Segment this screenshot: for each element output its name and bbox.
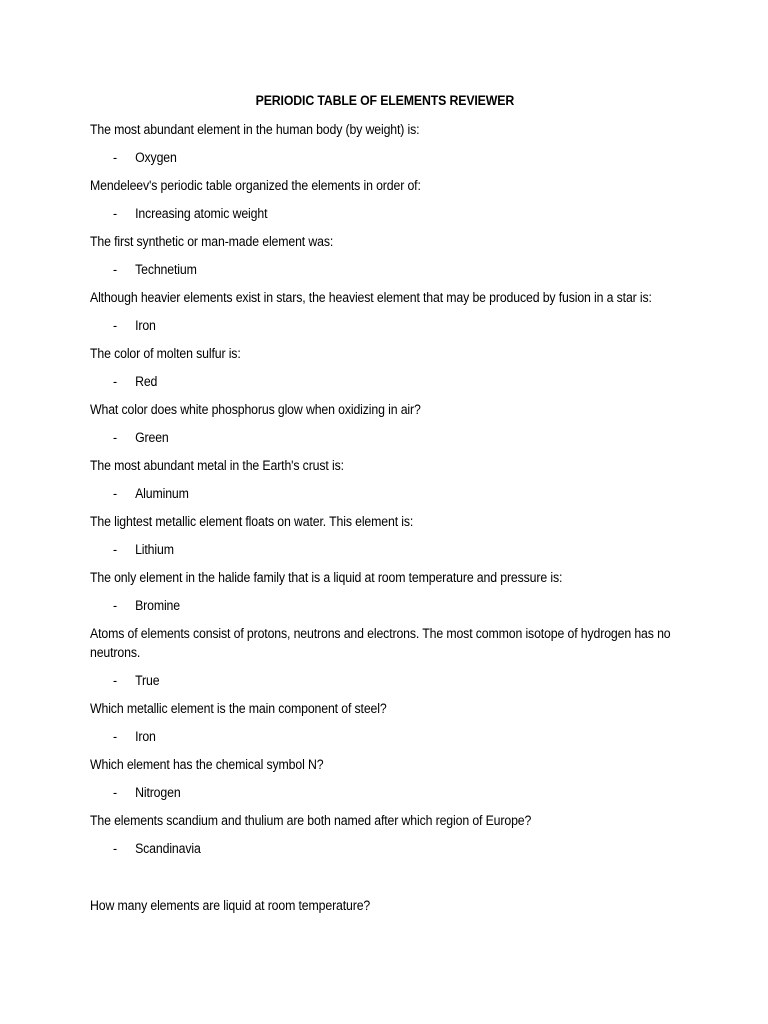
answer-13 — [90, 839, 680, 858]
answer-9 — [90, 596, 680, 615]
question-2: Mendeleev's periodic table organized the elements in order of: — [90, 178, 421, 193]
question-12: Which element has the chemical symbol N? — [90, 757, 324, 772]
answer-10 — [90, 671, 680, 690]
answer-bullet: - — [113, 206, 117, 221]
question-5: The color of molten sulfur is: — [90, 346, 241, 361]
answer-bullet: - — [113, 374, 117, 389]
question-9: The only element in the halide family that is a liquid at room temperature and pressure is: — [90, 570, 563, 585]
answer-text: Red — [135, 374, 158, 389]
answer-text: Oxygen — [135, 150, 177, 165]
answer-bullet: - — [113, 486, 117, 501]
answer-text: Green — [135, 430, 169, 445]
answer-12 — [90, 783, 680, 802]
question-3: The first synthetic or man-made element was: — [90, 234, 334, 249]
answer-text: Scandinavia — [135, 841, 201, 856]
answer-6 — [90, 428, 680, 447]
answer-bullet: - — [113, 598, 117, 613]
answer-1 — [90, 148, 680, 167]
answer-8 — [90, 540, 680, 559]
answer-text: Increasing atomic weight — [135, 206, 268, 221]
final-question: How many elements are liquid at room temperature? — [90, 898, 371, 913]
answer-bullet: - — [113, 841, 117, 856]
question-13: The elements scandium and thulium are both named after which region of Europe? — [90, 813, 532, 828]
answer-5 — [90, 372, 680, 391]
question-8: The lightest metallic element floats on water. This element is: — [90, 514, 414, 529]
answer-2 — [90, 204, 680, 223]
answer-text: Lithium — [135, 542, 174, 557]
answer-bullet: - — [113, 318, 117, 333]
answer-bullet: - — [113, 430, 117, 445]
answer-text: Nitrogen — [135, 785, 181, 800]
question-6: What color does white phosphorus glow when oxidizing in air? — [90, 402, 421, 417]
answer-7 — [90, 484, 680, 503]
answer-bullet: - — [113, 785, 117, 800]
answer-text: Iron — [135, 729, 156, 744]
document-title: PERIODIC TABLE OF ELEMENTS REVIEWER — [255, 93, 515, 108]
answer-bullet: - — [113, 673, 117, 688]
question-7: The most abundant metal in the Earth's crust is: — [90, 458, 344, 473]
answer-bullet: - — [113, 729, 117, 744]
question-11: Which metallic element is the main component of steel? — [90, 701, 387, 716]
question-1: The most abundant element in the human body (by weight) is: — [90, 122, 420, 137]
answer-text: Iron — [135, 318, 156, 333]
answer-4 — [90, 316, 680, 335]
question-4: Although heavier elements exist in stars, the heaviest element that may be produced by fusion in a star is: — [90, 290, 652, 305]
answer-bullet: - — [113, 150, 117, 165]
answer-text: Aluminum — [135, 486, 189, 501]
answer-bullet: - — [113, 262, 117, 277]
document-body — [90, 91, 680, 924]
answer-3 — [90, 260, 680, 279]
answer-11 — [90, 727, 680, 746]
answer-text: Bromine — [135, 598, 180, 613]
question-10: Atoms of elements consist of protons, neutrons and electrons. The most common isotope of hydrogen has no neutrons. — [90, 626, 671, 660]
answer-text: True — [135, 673, 160, 688]
answer-text: Technetium — [135, 262, 197, 277]
answer-bullet: - — [113, 542, 117, 557]
